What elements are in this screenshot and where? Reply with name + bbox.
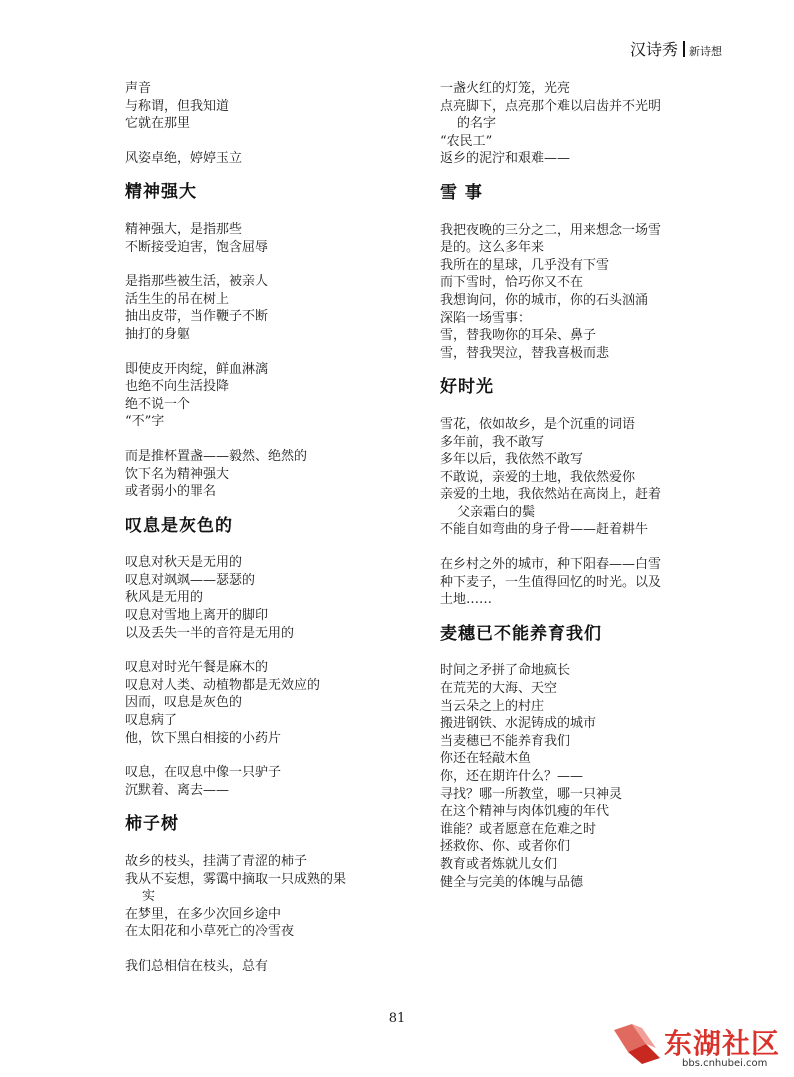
poem-title: 好时光 — [440, 377, 494, 398]
poem-line: 我所在的星球，几乎没有下雪 — [440, 257, 610, 273]
poem-line: 返乡的泥泞和艰难—— — [440, 151, 571, 167]
poem-line: 拯救你、你、或者你们 — [440, 839, 571, 855]
poem-line: 雪，替我哭泣，替我喜极而悲 — [440, 345, 610, 361]
page-number: 81 — [388, 1011, 406, 1026]
header-title: 汉诗秀 — [629, 40, 678, 59]
poem-line: 叹息对时光午餐是麻木的 — [125, 660, 269, 676]
poem-line: 不能自如弯曲的身子骨——赶着耕牛 — [440, 522, 649, 538]
poem-line: 因而，叹息是灰色的 — [125, 695, 243, 711]
poem-line: 搬进钢铁、水泥铸成的城市 — [440, 716, 597, 732]
poem-line: 时间之矛拼了命地疯长 — [440, 663, 571, 679]
poem-line: 也绝不向生活投降 — [125, 379, 230, 395]
poem-line: 寻找？哪一所教堂，哪一只神灵 — [440, 786, 623, 802]
poem-line: 当云朵之上的村庄 — [440, 698, 545, 714]
poem-line: 深陷一场雪事： — [440, 310, 532, 326]
stanza — [125, 554, 415, 642]
poem-line: 多年前，我不敢写 — [440, 434, 545, 450]
poem-line: 故乡的枝头，挂满了青涩的柿子 — [125, 854, 308, 869]
poem-line: 你还在轻敲木鱼 — [440, 751, 532, 767]
header-subtitle: 新诗想 — [689, 45, 722, 58]
stanza — [125, 273, 415, 343]
poem-line: 风姿卓绝，婷婷玉立 — [125, 150, 243, 166]
poem-line: “不”字 — [125, 414, 165, 430]
stanza — [125, 958, 415, 976]
running-header — [630, 37, 722, 60]
poem-line: 饮下名为精神强大 — [125, 466, 230, 482]
poem-line: 一盏火红的灯笼，光亮 — [440, 81, 571, 96]
poem-line: 在这个精神与肉体饥瘦的年代 — [440, 804, 610, 820]
poem-line: 不断接受迫害，饱含屈辱 — [125, 239, 269, 255]
poem-line: 你，还在期许什么？—— — [440, 769, 584, 784]
stanza — [440, 662, 740, 891]
right-column — [440, 80, 740, 908]
poem-line: 实 — [142, 889, 156, 905]
poem-line: 的名字 — [457, 116, 497, 132]
poem-line: 雪，替我吻你的耳朵、鼻子 — [440, 328, 597, 344]
stanza — [125, 150, 415, 168]
poem-line: 在乡村之外的城市，种下阳春——白雪 — [440, 557, 662, 573]
poem-line: 叹息对飒飒——瑟瑟的 — [125, 572, 256, 588]
poem-line: 以及丢失一半的音符是无用的 — [125, 625, 295, 641]
poem-line: 我想询问，你的城市，你的石头汹涌 — [440, 292, 649, 308]
poem-line: 它就在那里 — [125, 116, 191, 132]
poem-line: “农民工” — [440, 133, 493, 149]
poem-line: 土地…… — [440, 592, 493, 608]
stanza — [125, 221, 415, 256]
poem-line: 他，饮下黑白相接的小药片 — [125, 730, 282, 746]
left-column — [125, 80, 415, 993]
poem-line: 在太阳花和小草死亡的冷雪夜 — [125, 924, 295, 940]
stanza — [125, 764, 415, 799]
poem-line: 绝不说一个 — [125, 396, 191, 412]
poem-line: 我们总相信在枝头，总有 — [125, 958, 269, 974]
watermark-brand: 东湖社区 — [664, 1027, 781, 1060]
poem-line: 而是推杯置盏——毅然、绝然的 — [125, 448, 308, 464]
poem-line: 我从不妄想，雾霭中摘取一只成熟的果 — [125, 871, 347, 887]
poem-title: 叹息是灰色的 — [125, 515, 233, 536]
poem-line: 父亲霜白的鬓 — [457, 504, 536, 520]
watermark-url: bbs.cnhubei.com — [682, 1058, 768, 1069]
stanza — [440, 416, 740, 539]
poem-line: 秋风是无用的 — [125, 590, 204, 606]
poem-line: 是的。这么多年来 — [440, 240, 545, 256]
poem-line: 是指那些被生活，被亲人 — [125, 274, 269, 290]
poem-line: 叹息对秋天是无用的 — [125, 555, 243, 571]
poem-line: 叹息对人类、动植物都是无效应的 — [125, 677, 321, 693]
poem-line: 与称谓，但我知道 — [125, 98, 230, 114]
poem-line: 沉默着、离去—— — [125, 782, 230, 798]
stanza — [440, 556, 740, 609]
stanza — [440, 80, 740, 168]
poem-line: 而下雪时，恰巧你又不在 — [440, 275, 584, 291]
poem-line: 或者弱小的罪名 — [125, 484, 217, 500]
poem-line: 教育或者炼就儿女们 — [440, 856, 558, 872]
poem-line: 声音 — [125, 81, 152, 96]
stanza — [125, 853, 415, 941]
poem-line: 雪花，依如故乡，是个沉重的词语 — [440, 416, 636, 432]
poem-line: 即使皮开肉绽，鲜血淋漓 — [125, 361, 269, 377]
poem-line: 叹息对雪地上离开的脚印 — [125, 608, 269, 624]
watermark-logo-icon — [612, 1022, 664, 1066]
poem-line: 在荒芜的大海、天空 — [440, 681, 558, 697]
poem-line: 精神强大，是指那些 — [125, 221, 243, 237]
stanza — [125, 659, 415, 747]
stanza — [125, 80, 415, 133]
poem-line: 谁能？或者愿意在危难之时 — [440, 821, 597, 837]
poem-title: 柿子树 — [125, 814, 179, 835]
poem-line: 叹息病了 — [125, 713, 178, 729]
poem-title: 雪 事 — [440, 182, 483, 203]
poem-line: 不敢说，亲爱的土地，我依然爱你 — [440, 469, 636, 485]
stanza — [440, 222, 740, 363]
poem-line: 抽打的身躯 — [125, 326, 191, 342]
poem-line: 点亮脚下，点亮那个难以启齿并不光明 — [440, 98, 662, 114]
poem-title: 麦穗已不能养育我们 — [440, 623, 602, 644]
poem-line: 多年以后，我依然不敢写 — [440, 452, 584, 468]
poem-line: 健全与完美的体魄与品德 — [440, 874, 584, 890]
poem-line: 在梦里，在多少次回乡途中 — [125, 906, 282, 922]
poem-line: 当麦穗已不能养育我们 — [440, 733, 571, 749]
poem-line: 抽出皮带，当作鞭子不断 — [125, 309, 269, 325]
stanza — [125, 361, 415, 431]
poem-title: 精神强大 — [125, 182, 197, 203]
stanza — [125, 448, 415, 501]
header-divider — [683, 41, 685, 57]
watermark — [612, 1022, 782, 1074]
poem-line: 我把夜晚的三分之二，用来想念一场雪 — [440, 222, 662, 238]
poem-line: 种下麦子，一生值得回忆的时光。以及 — [440, 574, 662, 590]
poem-line: 活生生的吊在树上 — [125, 291, 230, 307]
poem-line: 亲爱的土地，我依然站在高岗上，赶着 — [440, 487, 662, 503]
poem-line: 叹息，在叹息中像一只驴子 — [125, 765, 282, 781]
